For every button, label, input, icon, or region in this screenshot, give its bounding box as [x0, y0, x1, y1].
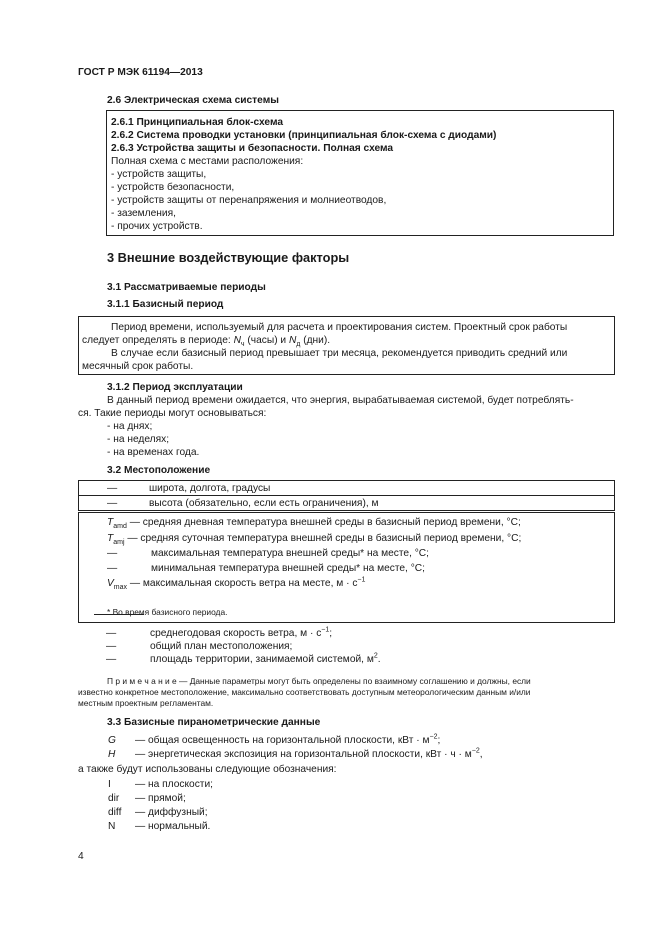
operation-period-text: ся. Такие периоды могут основываться: — [78, 408, 267, 419]
location-row-box — [78, 495, 615, 511]
dash: — — [107, 498, 118, 509]
location-row-box — [78, 480, 615, 496]
dash: — — [107, 483, 118, 494]
g-description: — общая освещенность на горизонтальной плоскости, кВт · $м^{-2}$; — [135, 733, 441, 746]
notation-symbol: diff — [108, 807, 122, 818]
list-item: - заземления, — [111, 208, 176, 219]
notation-description: — на плоскости; — [135, 779, 213, 790]
list-item: - устройств защиты от перенапряжения и молниеотводов, — [111, 195, 387, 206]
section-3-1-2-title: 3.1.2 Период эксплуатации — [107, 382, 243, 393]
footnote: * Во время базисного периода. — [107, 607, 228, 617]
section-3-3-title: 3.3 Базисные пиранометрические данные — [107, 717, 321, 728]
notation-symbol: dir — [108, 793, 120, 804]
temperature-box — [78, 512, 615, 623]
g-symbol: G — [108, 735, 116, 746]
notation-symbol: I — [108, 779, 111, 790]
item-2-6-1: 2.6.1 Принципиальная блок-схема — [111, 117, 284, 128]
latitude-longitude: широта, долгота, градусы — [149, 483, 271, 494]
note-line: местным проектным регламентам. — [78, 698, 214, 708]
base-period-line: месячный срок работы. — [82, 361, 194, 372]
dash: — — [107, 548, 118, 559]
max-temperature: максимальная температура внешней среды* на месте, °С; — [151, 548, 429, 559]
section-2-6-box — [106, 110, 614, 236]
dash: — — [106, 654, 117, 665]
base-period-line: Период времени, используемый для расчета и проектирования систем. Проектный срок работы — [111, 322, 568, 333]
h-symbol: H — [108, 749, 116, 760]
t-amd-row: $T_{amd}$ — средняя дневная температура внешней среды в базисный период времени, °С; — [107, 517, 521, 531]
avg-wind-speed: среднегодовая скорость ветра, $м \cdot с^{-1}$; — [150, 626, 333, 639]
also-notation-intro: а также будут использованы следующие обозначения: — [78, 764, 337, 775]
dash: — — [107, 563, 118, 574]
list-item: - на неделях; — [107, 434, 170, 445]
note-line: известно конкретное местоположение, максимально соответствовать доступным метеорологическим данным и/или — [78, 687, 531, 697]
full-scheme-intro: Полная схема с местами расположения: — [111, 156, 304, 167]
v-max-row: $V_{max}$ — максимальная скорость ветра на месте, $м \cdot с^{-1}$ — [107, 576, 366, 592]
item-2-6-2: 2.6.2 Система проводки установки (принципиальная блок-схема с диодами) — [111, 130, 497, 141]
t-amj-row: $T_{amj}$ — средняя суточная температура внешней среды в базисный период времени, °С; — [107, 533, 522, 547]
notation-description: — диффузный; — [135, 807, 208, 818]
footnote-divider — [94, 614, 144, 615]
list-item: - устройств защиты, — [111, 169, 207, 180]
section-3-1-1-title: 3.1.1 Базисный период — [107, 299, 224, 310]
section-2-6-title: 2.6 Электрическая схема системы — [107, 95, 279, 106]
notation-description: — нормальный. — [135, 821, 211, 832]
section-3-1-title: 3.1 Рассматриваемые периоды — [107, 282, 266, 293]
base-period-box — [78, 316, 615, 375]
list-item: - на временах года. — [107, 447, 200, 458]
item-2-6-3: 2.6.3 Устройства защиты и безопасности. Полная схема — [111, 143, 394, 154]
section-3-2-title: 3.2 Местоположение — [107, 465, 211, 476]
base-period-line: В случае если базисный период превышает три месяца, рекомендуется приводить средний или — [111, 348, 568, 359]
dash: — — [106, 641, 117, 652]
site-area: площадь территории, занимаемой системой, $м^2$. — [150, 652, 381, 665]
h-description: — энергетическая экспозиция на горизонтальной плоскости, кВт · $ч \cdot м^{-2}$, — [135, 747, 483, 760]
document-header: ГОСТ Р МЭК 61194—2013 — [78, 67, 203, 78]
dash: — — [106, 628, 117, 639]
min-temperature: минимальная температура внешней среды* на месте, °С; — [151, 563, 425, 574]
list-item: - прочих устройств. — [111, 221, 203, 232]
list-item: - устройств безопасности, — [111, 182, 235, 193]
operation-period-text: В данный период времени ожидается, что энергия, вырабатываемая системой, будет потреблять- — [107, 395, 574, 406]
site-plan: общий план местоположения; — [150, 641, 293, 652]
note-line: П р и м е ч а н и е — Данные параметры могут быть определены по взаимному соглашению и должны, если — [107, 676, 531, 686]
notation-symbol: N — [108, 821, 116, 832]
notation-description: — прямой; — [135, 793, 186, 804]
page-number: 4 — [78, 851, 84, 862]
section-3-title: 3 Внешние воздействующие факторы — [107, 250, 350, 265]
base-period-line: следует определять в периоде: $N_ч$ (часы) и $N_д$ (дни). — [82, 335, 331, 349]
list-item: - на днях; — [107, 421, 153, 432]
altitude: высота (обязательно, если есть ограничения), м — [149, 498, 379, 509]
